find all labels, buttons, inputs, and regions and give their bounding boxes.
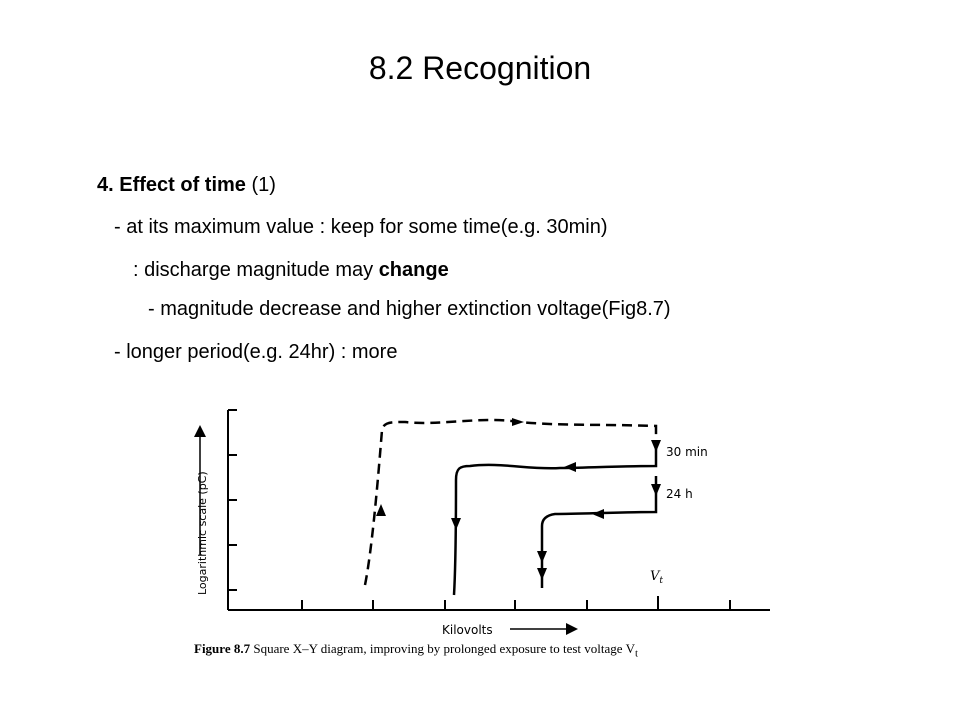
section-heading-suffix: (1)	[245, 174, 276, 196]
caption-text: Square X–Y diagram, improving by prolonged exposure to test voltage V	[250, 641, 635, 656]
curve-30min-down-arrow	[451, 518, 461, 530]
section-heading-bold: 4. Effect of time	[97, 174, 246, 196]
curve-24h-down-arrow-3	[537, 568, 547, 580]
figure-8-7	[180, 400, 780, 640]
bullet-discharge-text: : discharge magnitude may	[133, 259, 379, 281]
initial-curve-up-arrow	[376, 504, 386, 516]
bullet-change-bold: change	[378, 259, 449, 281]
figure-caption	[194, 640, 754, 663]
curve-24h-down-arrow-2	[537, 551, 547, 563]
y-axis	[228, 410, 237, 610]
bullet-max-value: - at its maximum value : keep for some time(e.g. 30min)	[114, 216, 608, 238]
label-24h: 24 h	[666, 487, 693, 501]
slide-title: 8.2 Recognition	[368, 50, 592, 86]
bullet-discharge-change	[133, 258, 449, 282]
curve-30min	[454, 450, 656, 595]
initial-curve	[365, 420, 656, 585]
label-vt-main: V	[650, 569, 660, 584]
curve-24h-down-arrow-1	[651, 484, 661, 496]
y-axis-label: Logarithmic scale (pC)	[196, 471, 209, 595]
curve-24h	[542, 476, 656, 588]
curve-30min-left-arrow	[564, 462, 576, 472]
x-axis	[228, 596, 770, 610]
x-axis-label: Kilovolts	[442, 623, 493, 637]
section-heading	[97, 173, 276, 197]
bullet-longer-period: - longer period(e.g. 24hr) : more	[114, 341, 398, 363]
caption-subscript: t	[634, 647, 638, 660]
bullet-magnitude-decrease: - magnitude decrease and higher extinction voltage(Fig8.7)	[148, 298, 671, 320]
label-vt-sub: t	[659, 576, 664, 586]
caption-figure-number: Figure 8.7	[194, 641, 251, 656]
initial-curve-right-arrow	[512, 418, 524, 426]
curve-24h-left-arrow	[592, 509, 604, 519]
label-30min: 30 min	[666, 445, 708, 459]
label-vt	[650, 569, 663, 586]
